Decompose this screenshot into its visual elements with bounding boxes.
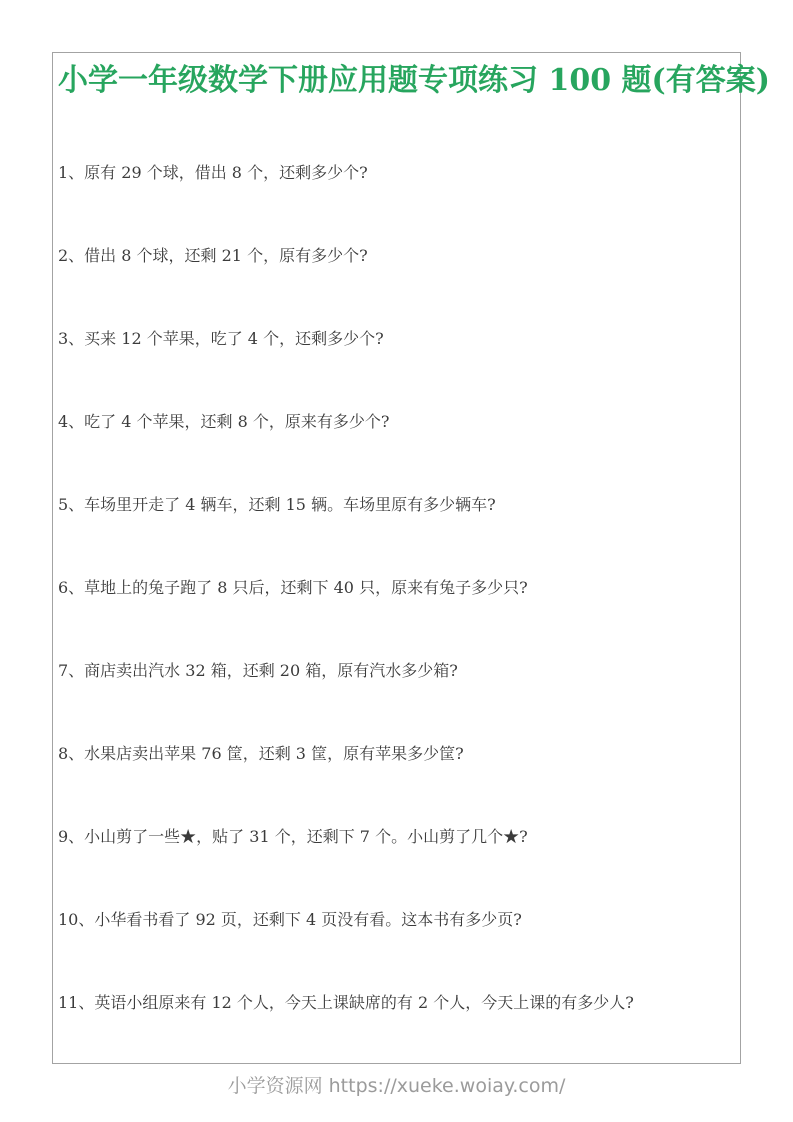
question-item: 10、小华看书看了 92 页，还剩下 4 页没有看。这本书有多少页? <box>58 910 522 929</box>
footer-url: https://xueke.woiay.com/ <box>328 1075 566 1097</box>
question-item: 1、原有 29 个球，借出 8 个，还剩多少个? <box>58 163 368 182</box>
page-title: 小学一年级数学下册应用题专项练习 100 题(有答案) <box>58 63 770 98</box>
question-item: 3、买来 12 个苹果，吃了 4 个，还剩多少个? <box>58 329 384 348</box>
footer-site-name: 小学资源网 <box>227 1075 323 1097</box>
footer <box>0 1071 793 1098</box>
question-item: 11、英语小组原来有 12 个人，今天上课缺席的有 2 个人，今天上课的有多少人? <box>58 993 634 1012</box>
question-item: 5、车场里开走了 4 辆车，还剩 15 辆。车场里原有多少辆车? <box>58 495 496 514</box>
worksheet-page-box <box>52 52 770 1064</box>
question-item: 6、草地上的兔子跑了 8 只后，还剩下 40 只，原来有兔子多少只? <box>58 578 528 597</box>
question-item: 2、借出 8 个球，还剩 21 个，原有多少个? <box>58 246 368 265</box>
question-item: 9、小山剪了一些★，贴了 31 个，还剩下 7 个。小山剪了几个★? <box>58 827 528 846</box>
question-item: 8、水果店卖出苹果 76 筐，还剩 3 筐，原有苹果多少筐? <box>58 744 464 763</box>
question-item: 4、吃了 4 个苹果，还剩 8 个，原来有多少个? <box>58 412 390 431</box>
question-item: 7、商店卖出汽水 32 箱，还剩 20 箱，原有汽水多少箱? <box>58 661 458 680</box>
question-list <box>58 163 735 1013</box>
